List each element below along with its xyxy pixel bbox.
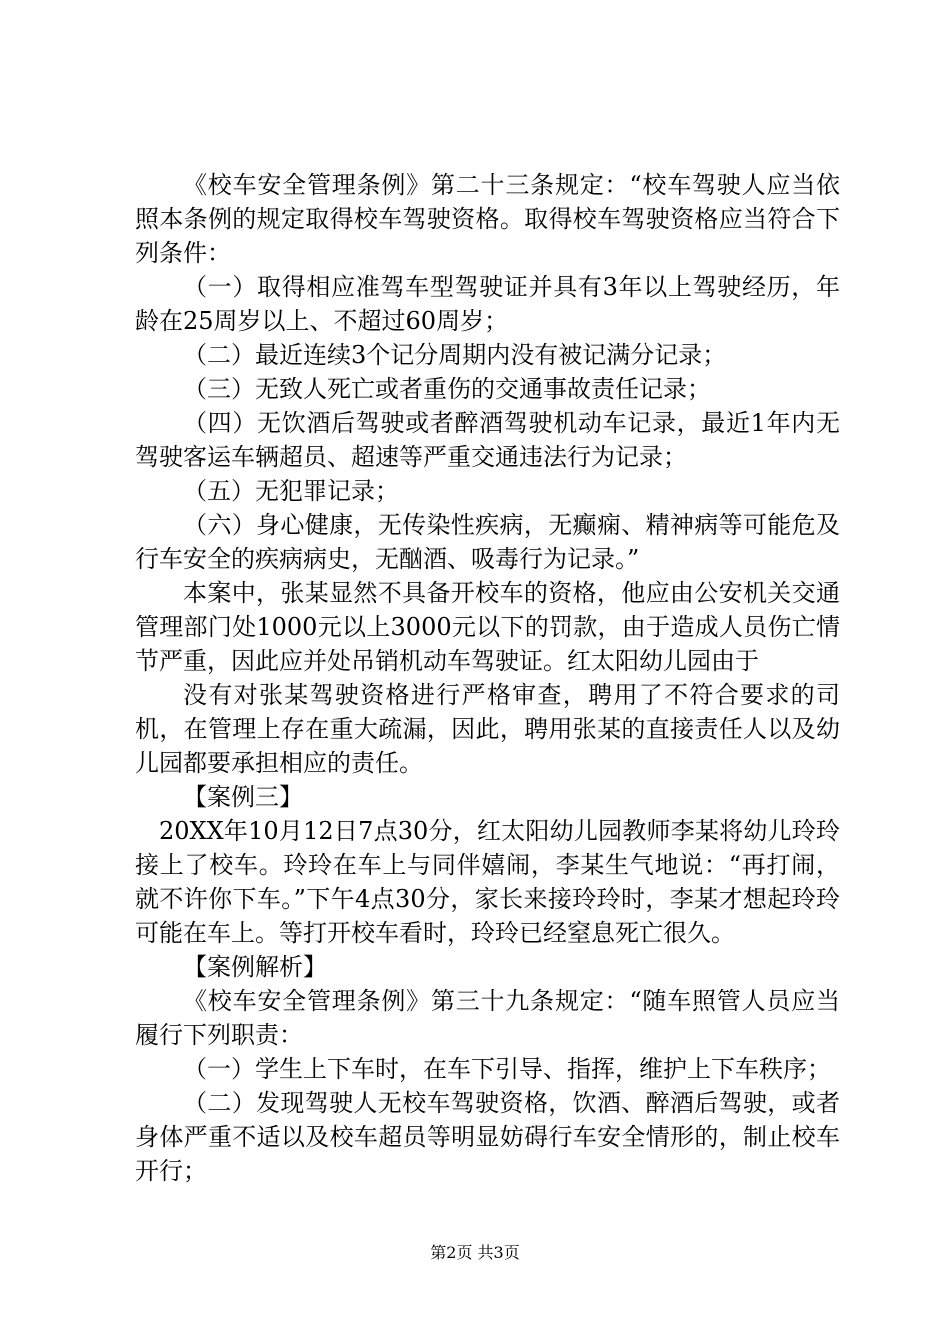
- paragraph: （六）身心健康，无传染性疾病，无癫痫、精神病等可能危及行车安全的疾病病史，无酗酒、吸毒行为记录。”: [135, 511, 840, 573]
- paragraph: 没有对张某驾驶资格进行严格审查，聘用了不符合要求的司机，在管理上存在重大疏漏，因此，聘用张某的直接责任人以及幼儿园都要承担相应的责任。: [135, 681, 840, 777]
- paragraph: （四）无饮酒后驾驶或者醉酒驾驶机动车记录，最近1年内无驾驶客运车辆超员、超速等严重交通违法行为记录；: [135, 409, 840, 471]
- page-number-footer: 第2页 共3页: [430, 1243, 520, 1262]
- body-text: [135, 168, 840, 1188]
- paragraph: 《校车安全管理条例》第二十三条规定：“校车驾驶人应当依照本条例的规定取得校车驾驶资格。取得校车驾驶资格应当符合下列条件：: [135, 171, 840, 267]
- paragraph: 《校车安全管理条例》第三十九条规定：“随车照管人员应当履行下列职责：: [135, 987, 840, 1049]
- paragraph: （五）无犯罪记录；: [183, 477, 399, 505]
- paragraph: 本案中，张某显然不具备开校车的资格，他应由公安机关交通管理部门处1000元以上3000元以下的罚款，由于造成人员伤亡情节严重，因此应并处吊销机动车驾驶证。红太阳幼儿园由于: [135, 579, 840, 675]
- paragraph: （一）取得相应准驾车型驾驶证并具有3年以上驾驶经历，年龄在25周岁以上、不超过60周岁；: [135, 273, 840, 335]
- paragraph: 20XX年10月12日7点30分，红太阳幼儿园教师李某将幼儿玲玲接上了校车。玲玲在车上与同伴嬉闹，李某生气地说：“再打闹，就不许你下车。”下午4点30分，家长来接玲玲时，李某才想起玲玲可能在车上。等打开校车看时，玲玲已经窒息死亡很久。: [135, 817, 840, 947]
- paragraph: （二）最近连续3个记分周期内没有被记满分记录；: [183, 341, 727, 369]
- paragraph: （一）学生上下车时，在车下引导、指挥，维护上下车秩序；: [183, 1055, 831, 1083]
- section-heading: 【案例解析】: [183, 953, 327, 981]
- section-heading: 【案例三】: [183, 783, 303, 811]
- paragraph: （二）发现驾驶人无校车驾驶资格，饮酒、醉酒后驾驶，或者身体严重不适以及校车超员等明显妨碍行车安全情形的，制止校车开行；: [135, 1089, 840, 1185]
- paragraph: （三）无致人死亡或者重伤的交通事故责任记录；: [183, 375, 711, 403]
